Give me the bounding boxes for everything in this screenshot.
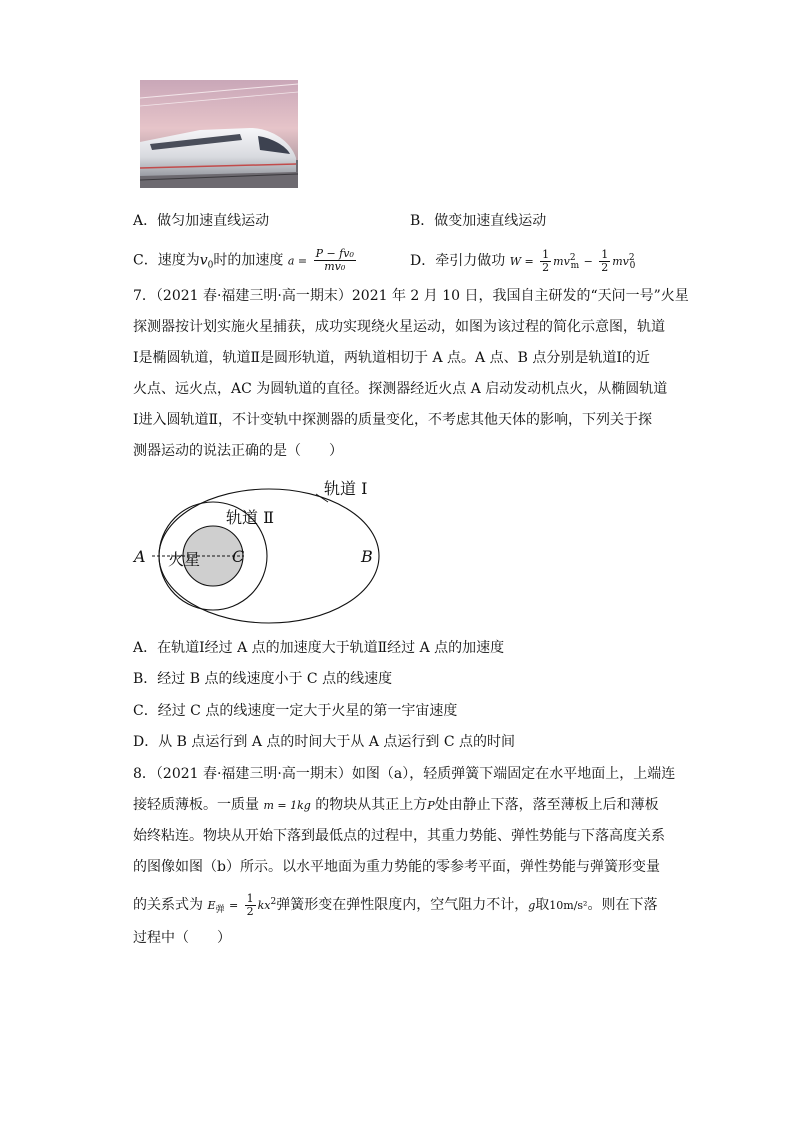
q8-half-fraction [245,893,256,918]
point-c-label: C [232,547,245,566]
q8-g-value: 10m/s² [549,899,588,912]
q8-mass: m = 1kg [263,799,311,812]
q7-option-d: D．从 B 点运行到 A 点的时间大于从 A 点运行到 C 点的时间 [133,734,516,750]
train-photo [140,80,298,188]
q6-option-c [133,248,358,276]
q7-stem-line-2: 探测器按计划实施火星捕获，成功实现绕火星运动，如图为该过程的简化示意图，轨道 [133,319,665,335]
q7-stem-line-6: 测器运动的说法正确的是（ ） [133,443,343,459]
q6-option-d-term2-sub: 0 [629,261,636,271]
q8-line5-mid: 弹簧形变在弹性限度内，空气阻力不计， [276,897,529,913]
q6-option-d-half-2 [599,249,610,274]
q7-stem-line-1: 7．（2021 春·福建三明·高一期末）2021 年 2 月 10 日，我国自主研发的“天问一号”火星 [133,288,689,304]
q8-half-num: 1 [246,891,254,905]
orbit-2-label: 轨道 Ⅱ [226,508,274,527]
q6-option-a: A．做匀加速直线运动 [133,213,270,229]
point-b-label: B [361,547,373,566]
q6-option-d-formula-lhs: W = [509,255,534,268]
q6-option-c-fraction-den: mv₀ [324,260,346,273]
q6-option-d-minus: − [583,255,593,268]
q7-option-c: C．经过 C 点的线速度一定大于火星的第一宇宙速度 [133,703,458,719]
q6-option-d-half-1-den: 2 [542,260,550,274]
q6-option-c-formula-lhs: a = [287,254,308,268]
q8-g-symbol: g [528,899,536,912]
q6-option-c-fraction-num: P − fv₀ [315,247,354,260]
q6-option-d-term1: mv [553,255,570,268]
q6-option-d-half-1 [540,249,551,274]
q7-stem-line-5: Ⅰ进入圆轨道Ⅱ，不计变轨中探测器的质量变化，不考虑其他天体的影响，下列关于探 [133,412,653,428]
q8-energy-sub: 弹 [215,905,225,915]
q8-kx: kx [257,899,271,912]
q8-g-text: 取 [535,897,550,913]
q8-stem-line-2 [133,795,659,816]
q8-stem-line-1: 8．（2021 春·福建三明·高一期末）如图（a），轻质弹簧下端固定在水平地面上，上端连 [133,766,676,782]
q8-stem-line-6: 过程中（ ） [133,930,231,946]
q8-kx-sup: 2 [270,897,277,907]
orbit-diagram [128,472,388,624]
q8-stem-line-3: 始终粘连。物块从开始下落到最低点的过程中，其重力势能、弹性势能与下落高度关系 [133,828,665,844]
q6-option-d-term1-sub: m [570,261,580,271]
q6-option-c-mid: 时的加速度 [213,252,284,269]
q8-line2-post: 处由静止下落，落至薄板上后和薄板 [434,797,659,813]
q6-option-d-term1-sup: 2 [569,253,576,263]
q8-line5-pre: 的关系式为 [133,897,203,913]
q6-option-c-prefix: C．速度为 [133,252,200,269]
point-a-label: A [134,547,146,566]
q8-line5-post: 。则在下落 [587,897,658,913]
q6-option-c-v0: v [199,252,208,269]
q6-option-d-prefix: D．牵引力做功 [410,253,506,269]
q6-option-c-fraction [314,248,356,273]
q8-point-p: P [427,799,435,812]
q6-option-d-half-2-num: 1 [601,247,609,261]
q6-option-d-term2-sup: 2 [628,253,635,263]
q8-stem-line-4: 的图像如图（b）所示。以水平地面为重力势能的零参考平面，弹性势能与弹簧形变量 [133,859,660,875]
q8-half-den: 2 [246,904,254,918]
q6-option-d-half-2-den: 2 [601,260,609,274]
q6-option-c-v0-sub: 0 [207,260,214,271]
q7-stem-line-3: Ⅰ是椭圆轨道，轨道Ⅱ是圆形轨道，两轨道相切于 A 点。A 点、B 点分别是轨道Ⅰ的近 [133,350,650,366]
mars-label: 火星 [168,550,201,569]
q6-option-d [410,248,635,276]
q6-option-b: B．做变加速直线运动 [410,213,547,229]
q8-equals: = [228,899,239,912]
q8-line2-pre: 接轻质薄板。一质量 [133,797,259,813]
q7-stem-line-4: 火点、远火点，AC 为圆轨道的直径。探测器经近火点 A 启动发动机点火，从椭圆轨道 [133,381,668,397]
orbit-1-label: 轨道 Ⅰ [324,479,368,498]
q7-option-b: B．经过 B 点的线速度小于 C 点的线速度 [133,671,393,687]
q6-option-d-half-1-num: 1 [542,247,550,261]
q6-option-d-term2: mv [612,255,629,268]
q8-line2-mid: 的物块从其正上方 [315,797,428,813]
q8-stem-line-5 [133,892,657,920]
q7-option-a: A．在轨道Ⅰ经过 A 点的加速度大于轨道Ⅱ经过 A 点的加速度 [133,640,505,656]
q8-energy-symbol: E [207,899,216,912]
